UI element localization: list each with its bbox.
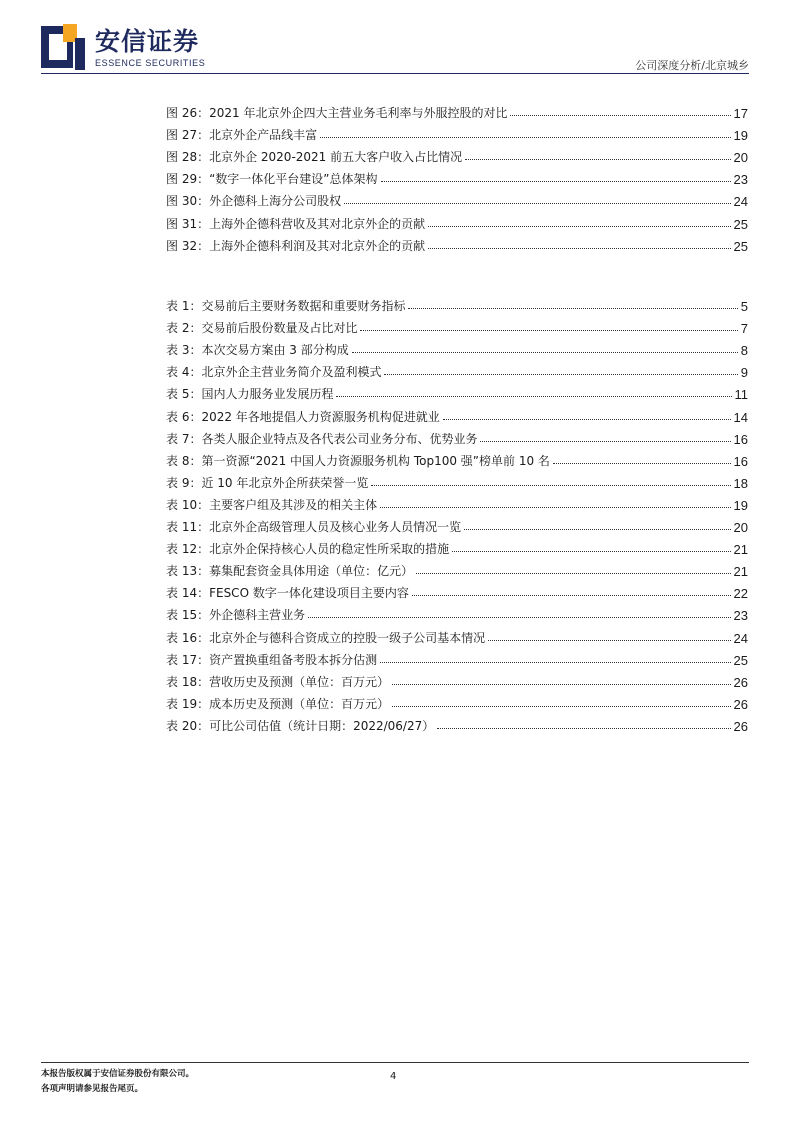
toc-entry-page[interactable]: 19 (733, 497, 748, 513)
toc-entry-page[interactable]: 8 (740, 343, 748, 359)
dot-leader (428, 248, 730, 249)
dot-leader (443, 419, 731, 420)
table-toc-row[interactable] (166, 447, 748, 469)
table-toc-row[interactable] (166, 646, 748, 668)
dot-leader (352, 352, 738, 353)
toc-entry-label[interactable]: 图 26：2021 年北京外企四大主营业务毛利率与外服控股的对比 (166, 106, 508, 121)
table-toc-row[interactable] (166, 292, 748, 314)
toc-entry-label[interactable]: 表 13：募集配套资金具体用途（单位：亿元） (166, 564, 414, 579)
toc-entry-label[interactable]: 表 14：FESCO 数字一体化建设项目主要内容 (166, 586, 409, 601)
table-toc-row[interactable] (166, 358, 748, 380)
page-number: 4 (390, 1071, 397, 1082)
toc-entry-page[interactable]: 19 (733, 128, 748, 144)
header-divider (41, 73, 749, 74)
toc-entry-page[interactable]: 25 (733, 216, 748, 232)
table-toc-row[interactable] (166, 314, 748, 336)
figure-toc-row[interactable] (166, 232, 748, 254)
disclaimer-line-2: 各项声明请参见报告尾页。 (41, 1084, 144, 1094)
dot-leader (320, 137, 730, 138)
figure-toc-row[interactable] (166, 121, 748, 143)
dot-leader (381, 181, 731, 182)
disclaimer-line-1: 本报告版权属于安信证券股份有限公司。 (41, 1069, 195, 1079)
toc-entry-label[interactable]: 图 28：北京外企 2020-2021 前五大客户收入占比情况 (166, 150, 463, 165)
toc-entry-label[interactable]: 表 10：主要客户组及其涉及的相关主体 (166, 497, 378, 512)
toc-entry-page[interactable]: 21 (733, 564, 748, 580)
brand-name-en: ESSENCE SECURITIES (95, 58, 206, 68)
toc-entry-label[interactable]: 表 2：交易前后股份数量及占比对比 (166, 321, 358, 336)
toc-entry-label[interactable]: 表 15：外企德科主营业务 (166, 608, 306, 623)
dot-leader (464, 529, 730, 530)
dot-leader (392, 684, 730, 685)
toc-entry-page[interactable]: 20 (733, 150, 748, 166)
table-toc-row[interactable] (166, 557, 748, 579)
toc-entry-label[interactable]: 图 27：北京外企产品线丰富 (166, 128, 318, 143)
dot-leader (392, 706, 730, 707)
toc-entry-page[interactable]: 11 (734, 387, 748, 403)
figure-toc-row[interactable] (166, 99, 748, 121)
dot-leader (408, 308, 737, 309)
toc-entry-label[interactable]: 表 18：营收历史及预测（单位：百万元） (166, 674, 390, 689)
toc-entry-page[interactable]: 25 (733, 652, 748, 668)
figure-toc-row[interactable] (166, 209, 748, 231)
table-toc-row[interactable] (166, 469, 748, 491)
dot-leader (336, 396, 731, 397)
report-type: 公司深度分析/北京城乡 (635, 59, 749, 72)
figure-toc-row[interactable] (166, 143, 748, 165)
toc-entry-page[interactable]: 20 (733, 520, 748, 536)
toc-entry-label[interactable]: 图 29：“数字一体化平台建设”总体架构 (166, 172, 378, 187)
toc-entry-page[interactable]: 5 (740, 299, 748, 315)
essence-logo-icon (41, 24, 85, 70)
toc-entry-page[interactable]: 18 (733, 475, 748, 491)
dot-leader (360, 330, 737, 331)
toc-entry-label[interactable]: 表 20：可比公司估值（统计日期：2022/06/27） (166, 718, 435, 733)
dot-leader (371, 485, 730, 486)
toc-entry-label[interactable]: 表 1：交易前后主要财务数据和重要财务指标 (166, 299, 406, 314)
table-toc-row[interactable] (166, 491, 748, 513)
copyright-disclaimer (41, 1067, 194, 1097)
toc-entry-label[interactable]: 图 32：上海外企德科利润及其对北京外企的贡献 (166, 238, 426, 253)
dot-leader (308, 617, 730, 618)
table-toc-row[interactable] (166, 380, 748, 402)
toc-entry-label[interactable]: 表 3：本次交易方案由 3 部分构成 (166, 343, 349, 358)
toc-entry-label[interactable]: 表 19：成本历史及预测（单位：百万元） (166, 696, 390, 711)
dot-leader (437, 728, 730, 729)
toc-entry-label[interactable]: 图 30：外企德科上海分公司股权 (166, 194, 342, 209)
dot-leader (344, 203, 730, 204)
toc-entry-label[interactable]: 表 17：资产置换重组备考股本拆分估测 (166, 652, 378, 667)
dot-leader (416, 573, 730, 574)
toc-entry-label[interactable]: 表 12：北京外企保持核心人员的稳定性所采取的措施 (166, 542, 450, 557)
toc-entry-label[interactable]: 表 16：北京外企与德科合资成立的控股一级子公司基本情况 (166, 630, 486, 645)
toc-entry-page[interactable]: 23 (733, 172, 748, 188)
toc-entry-label[interactable]: 表 5：国内人力服务业发展历程 (166, 387, 334, 402)
table-list (166, 292, 748, 734)
brand-name-cn: 安信证券 (95, 27, 200, 56)
toc-entry-label[interactable]: 表 6：2022 年各地提倡人力资源服务机构促进就业 (166, 409, 440, 424)
footer-divider (41, 1062, 749, 1063)
dot-leader (510, 115, 730, 116)
dot-leader (380, 662, 730, 663)
dot-leader (384, 374, 737, 375)
toc-entry-page[interactable]: 23 (733, 608, 748, 624)
table-toc-row[interactable] (166, 336, 748, 358)
toc-entry-page[interactable]: 21 (733, 542, 748, 558)
dot-leader (553, 463, 731, 464)
toc-entry-label[interactable]: 表 11：北京外企高级管理人员及核心业务人员情况一览 (166, 520, 462, 535)
table-toc-row[interactable] (166, 425, 748, 447)
toc-entry-label[interactable]: 图 31：上海外企德科营收及其对北京外企的贡献 (166, 216, 426, 231)
dot-leader (380, 507, 730, 508)
toc-entry-page[interactable]: 24 (733, 630, 748, 646)
toc-entry-label[interactable]: 表 9：近 10 年北京外企所获荣誉一览 (166, 475, 369, 490)
dot-leader (480, 441, 730, 442)
toc-entry-page[interactable]: 7 (740, 321, 748, 337)
table-toc-row[interactable] (166, 690, 748, 712)
dot-leader (452, 551, 730, 552)
figure-list (166, 99, 748, 254)
figure-toc-row[interactable] (166, 165, 748, 187)
toc-entry-label[interactable]: 表 8：第一资源“2021 中国人力资源服务机构 Top100 强”榜单前 10 名 (166, 453, 550, 468)
table-toc-row[interactable] (166, 623, 748, 645)
table-toc-row[interactable] (166, 579, 748, 601)
table-toc-row[interactable] (166, 513, 748, 535)
table-toc-row[interactable] (166, 535, 748, 557)
toc-entry-page[interactable]: 14 (733, 409, 748, 425)
toc-entry-page[interactable]: 26 (733, 674, 748, 690)
dot-leader (412, 595, 731, 596)
toc-entry-label[interactable]: 表 7：各类人服企业特点及各代表公司业务分布、优势业务 (166, 431, 478, 446)
toc-entry-page[interactable]: 26 (733, 696, 748, 712)
toc-entry-page[interactable]: 16 (733, 431, 748, 447)
toc-entry-page[interactable]: 17 (733, 106, 748, 122)
toc-entry-label[interactable]: 表 4：北京外企主营业务简介及盈利模式 (166, 365, 382, 380)
table-toc-row[interactable] (166, 668, 748, 690)
table-toc-row[interactable] (166, 601, 748, 623)
toc-entry-page[interactable]: 16 (733, 453, 748, 469)
toc-entry-page[interactable]: 24 (733, 194, 748, 210)
dot-leader (488, 640, 730, 641)
toc-entry-page[interactable]: 26 (733, 718, 748, 734)
table-toc-row[interactable] (166, 402, 748, 424)
dot-leader (465, 159, 730, 160)
table-toc-row[interactable] (166, 712, 748, 734)
toc-entry-page[interactable]: 22 (733, 586, 748, 602)
toc-entry-page[interactable]: 25 (733, 238, 748, 254)
figure-toc-row[interactable] (166, 187, 748, 209)
dot-leader (428, 226, 730, 227)
toc-entry-page[interactable]: 9 (740, 365, 748, 381)
